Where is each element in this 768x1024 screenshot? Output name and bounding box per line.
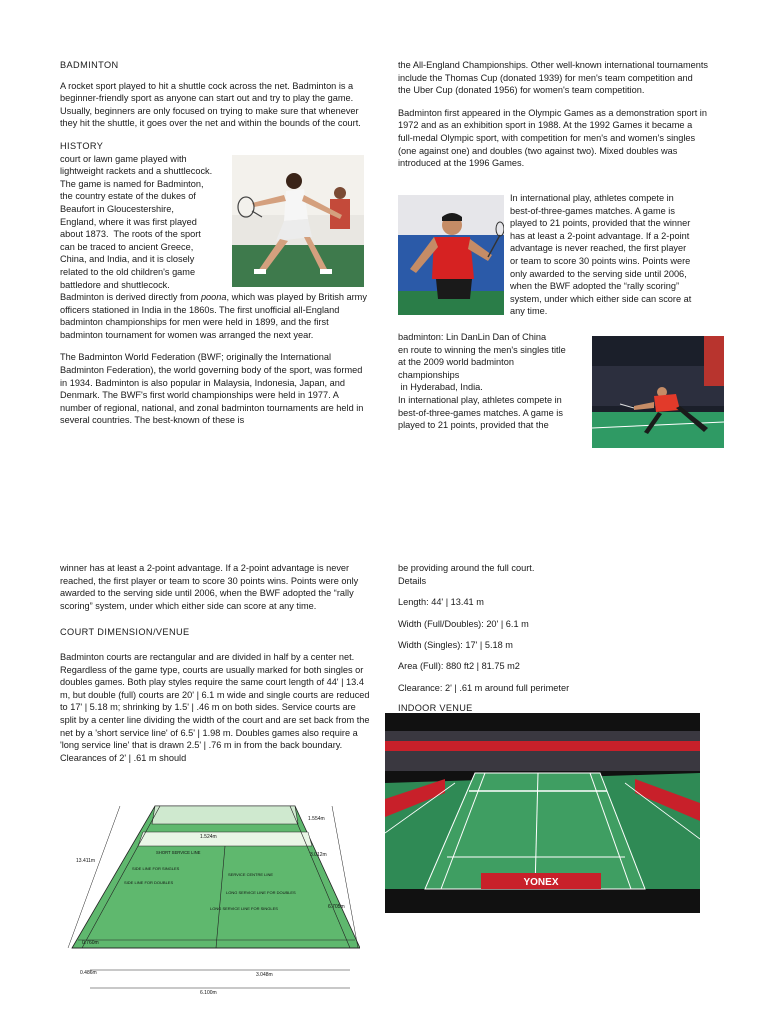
court-diagram (60, 798, 360, 1002)
international-play-line: played to 21 points, provided that the winner (510, 218, 691, 229)
clearance-lead: be providing around the full court. (398, 563, 535, 573)
indoor-venue-heading: INDOOR VENUE (398, 703, 473, 713)
all-england-paragraph: the All-England Championships. Other well-known international tournaments include the Thomas Cup (donated 1939) for men's team competition and the Uber Cup (donated 1956) for women's team competition. (398, 60, 708, 96)
photo-woman-player (232, 155, 364, 287)
label-short-service-line: SHORT SERVICE LINE (156, 850, 201, 855)
history-line: battledore and shuttlecock. (60, 279, 170, 290)
label-0486: 0.486m (80, 970, 97, 976)
court-diagram-image (60, 798, 360, 1002)
venue-banner-text: YONEX (523, 877, 559, 888)
photo-male-player (398, 195, 504, 315)
label-13411: 13.411m (76, 858, 96, 864)
international-play-line: advantage is never reached, the first player (510, 243, 687, 254)
left-column-bottom (60, 562, 370, 772)
international-play-line: any time. (510, 306, 548, 317)
history-line: The game is named for Badminton, (60, 178, 204, 189)
spec-length: Length: 44' | 13.41 m (398, 597, 484, 607)
label-side-line-doubles: SIDE LINE FOR DOUBLES (124, 880, 174, 885)
right-column-top (398, 59, 708, 178)
history-line: lightweight rackets and a shuttlecock. (60, 166, 213, 177)
international-play-line: or team to score 30 points wins. Points were (510, 255, 691, 266)
court-paragraph: Badminton courts are rectangular and are divided in half by a center net. Regardless of the game type, courts are usually marked for both singles or doubles games. Both play styles require the same court length of 44' | 13.4 m, but double (full) courts are 20' | 6.1 m wide and single courts are reduced to 17' | 5.18 m; shrinking by 1.5' | .46 m on both sides. Service courts are split by a center line dividing the width of the court and are set back from the net by a 'short service line' of 6.5' | 1.98 m. Doubles games also require a 'long service line' that is drawn 2.5' | .76 m in from the back boundary. Clearances of 2' | .61 m should (60, 651, 370, 763)
history-line: court or lawn game played with (60, 153, 187, 164)
history-line: about 1873. The roots of the sport (60, 229, 201, 240)
bwf-paragraph: The Badminton World Federation (BWF; originally the International Badminton Federation), the world governing body of the sport, was formed in 1934. Badminton is also popular in Malaysia, Indonesia, Japan, and Denmark. The BWF's first world championships were held in 1977. A number of regional, national, and zonal badminton tournaments are held in several countries. The best-known of these is (60, 352, 364, 426)
international-play-line: system, under which either side can score at (510, 293, 692, 304)
court-dimension-heading: COURT DIMENSION/VENUE (60, 627, 190, 638)
label-1554: 1.554m (308, 816, 325, 822)
international-play-repeat-line: played to 21 points, provided that the (398, 420, 549, 431)
page-bottom (0, 512, 768, 1024)
label-service-centre-line: SERVICE CENTRE LINE (228, 872, 274, 877)
international-play-repeat (398, 394, 598, 432)
international-play-line: best-of-three-games matches. A game is (510, 205, 675, 216)
label-1524: 1.524m (200, 834, 217, 840)
history-line: China, and India, and it is closely (60, 254, 195, 265)
international-play-block (510, 192, 720, 318)
history-line: the country estate of the dukes of (60, 191, 196, 202)
international-play-line: has at least a 2-point advantage. If a 2-point (510, 230, 690, 241)
derived-paragraph: Badminton is derived directly from poona, which was played by British army officers stationed in India in the 1860s. The first unofficial all-England badminton championships for men were held in 1899, and the first badminton tournament for women was arranged the next year. (60, 292, 367, 340)
international-play-repeat-line: In international play, athletes compete in (398, 395, 562, 405)
spec-clearance: Clearance: 2' | .61 m around full perimeter (398, 683, 570, 693)
label-long-service-doubles: LONG SERVICE LINE FOR DOUBLES (226, 890, 296, 895)
badminton-heading: BADMINTON (60, 60, 119, 70)
photo-indoor-venue (385, 713, 700, 913)
spec-width-singles: Width (Singles): 17' | 5.18 m (398, 640, 513, 650)
international-play-line: only awarded to the serving side until 2006, (510, 268, 687, 279)
history-line: related to the old children's game (60, 266, 196, 277)
details-heading: Details (398, 576, 427, 586)
label-6705: 6.705m (328, 904, 345, 910)
history-line: England, where it was first played (60, 216, 197, 227)
indoor-venue-image (385, 713, 700, 913)
history-heading: HISTORY (60, 140, 104, 151)
lin-dan-caption (398, 331, 588, 394)
male-player-image (398, 195, 504, 315)
history-line: Beaufort in Gloucestershire, (60, 203, 174, 214)
caption-line: championships (398, 369, 460, 380)
label-3012: 3.012m (310, 852, 327, 858)
history-line: can be traced to ancient Greece, (60, 241, 194, 252)
label-side-line-singles: SIDE LINE FOR SINGLES (132, 866, 180, 871)
caption-line: in Hyderabad, India. (398, 382, 483, 393)
international-play-line: when the BWF adopted the “rally scoring” (510, 281, 680, 292)
label-long-service-singles: LONG SERVICE LINE FOR SINGLES (210, 906, 278, 911)
international-play-line: In international play, athletes compete in (510, 193, 674, 203)
caption-line: en route to winning the men's singles title (398, 344, 566, 355)
label-3048: 3.048m (256, 972, 273, 978)
photo-lin-dan (592, 336, 724, 448)
olympic-paragraph: Badminton first appeared in the Olympic Games as a demonstration sport in 1972 and as an exhibition sport in 1988. At the 1992 Games it became a full-medal Olympic sport, with competition for men's and women's singles (one against one) and doubles (two against two). Mixed doubles was introduced at the 1996 Games. (398, 107, 707, 169)
caption-line: badminton: Lin DanLin Dan of China (398, 332, 547, 342)
international-play-repeat-line: best-of-three-games matches. A game is (398, 407, 563, 418)
lin-dan-image (592, 336, 724, 448)
label-6100: 6.100m (200, 990, 217, 996)
intro-paragraph: A rocket sport played to hit a shuttle cock across the net. Badminton is a beginner-friendly sport as anyone can start out and try to play the game. Usually, beginners are only focused on trying to make sure that whenever they hit the shuttle, it goes over the net and within the bounds of the court. (60, 80, 361, 129)
scoring-continued-paragraph: winner has at least a 2-point advantage. If a 2-point advantage is never reached, the first player or team to score 30 points wins. Points were only awarded to the serving side until 2006, when the BWF adopted the “rally scoring” system, under which either side can score at any time. (60, 563, 359, 611)
spec-area: Area (Full): 880 ft2 | 81.75 m2 (398, 661, 520, 671)
label-0760: 0.760m (82, 940, 99, 946)
woman-player-image (232, 155, 364, 287)
caption-line: at the 2009 world badminton (398, 357, 514, 368)
spec-width-full: Width (Full/Doubles): 20' | 6.1 m (398, 619, 529, 629)
